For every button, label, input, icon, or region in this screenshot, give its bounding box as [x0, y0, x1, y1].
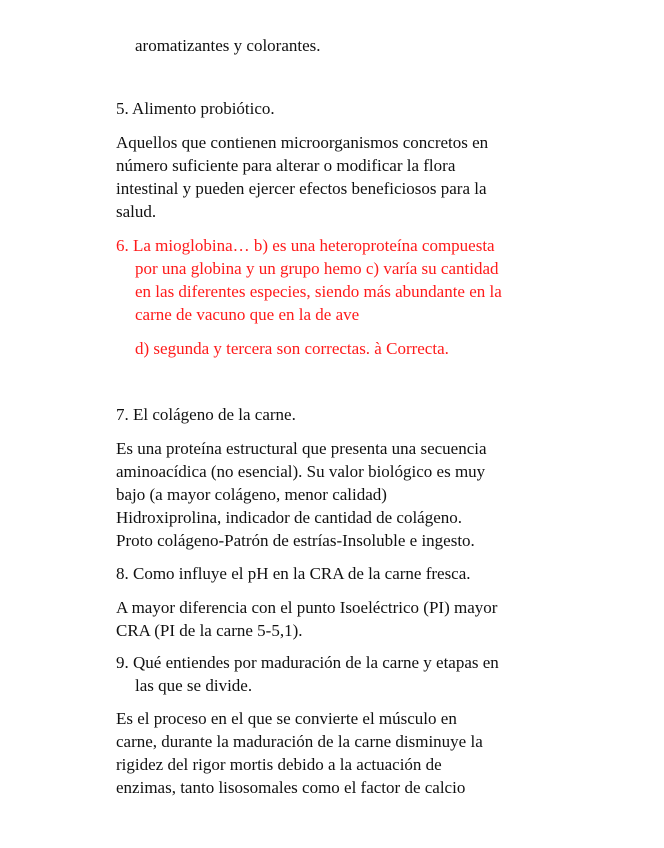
q9-heading-line: las que se divide.	[135, 676, 253, 695]
q9-answer	[116, 707, 578, 799]
q6-line: por una globina y un grupo hemo c) varía su cantidad	[135, 259, 499, 278]
q7-answer-line: bajo (a mayor colágeno, menor calidad)	[116, 485, 387, 504]
q6-answer	[116, 337, 578, 360]
continuation-paragraph	[135, 34, 597, 57]
q7-answer-line: Es una proteína estructural que presenta una secuencia	[116, 439, 487, 458]
q7-answer-line: Hidroxiprolina, indicador de cantidad de colágeno.	[116, 508, 463, 527]
q8-heading-text: 8. Como influye el pH en la CRA de la carne fresca.	[116, 564, 471, 583]
q9-heading-line: 9. Qué entiendes por maduración de la carne y etapas en	[116, 653, 499, 672]
q8-answer-line: CRA (PI de la carne 5-5,1).	[116, 621, 303, 640]
q5-answer-line: número suficiente para alterar o modificar la flora	[116, 156, 456, 175]
q9-answer-line: Es el proceso en el que se convierte el músculo en	[116, 709, 457, 728]
q8-answer	[116, 596, 578, 642]
q6-question	[116, 234, 578, 326]
q8-answer-line: A mayor diferencia con el punto Isoeléctrico (PI) mayor	[116, 598, 498, 617]
q9-answer-line: rigidez del rigor mortis debido a la actuación de	[116, 755, 442, 774]
q7-answer-line: Proto colágeno-Patrón de estrías-Insoluble e ingesto.	[116, 531, 475, 550]
q5-heading-text: 5. Alimento probiótico.	[116, 99, 275, 118]
q5-answer	[116, 131, 578, 223]
q5-heading	[116, 97, 578, 120]
continuation-line: aromatizantes y colorantes.	[135, 36, 321, 55]
q5-answer-line: salud.	[116, 202, 157, 221]
q9-answer-line: enzimas, tanto lisosomales como el factor de calcio	[116, 778, 466, 797]
q7-heading-text: 7. El colágeno de la carne.	[116, 405, 296, 424]
q6-line: en las diferentes especies, siendo más abundante en la	[135, 282, 502, 301]
q6-line: carne de vacuno que en la de ave	[135, 305, 360, 324]
q7-answer	[116, 437, 578, 552]
q6-line: 6. La mioglobina… b) es una heteroproteína compuesta	[116, 236, 495, 255]
q9-answer-line: carne, durante la maduración de la carne disminuye la	[116, 732, 483, 751]
q7-heading	[116, 403, 578, 426]
q7-answer-line: aminoacídica (no esencial). Su valor biológico es muy	[116, 462, 486, 481]
q6-answer-line: d) segunda y tercera son correctas. à Correcta.	[135, 339, 449, 358]
q8-heading	[116, 562, 578, 585]
q5-answer-line: intestinal y pueden ejercer efectos beneficiosos para la	[116, 179, 487, 198]
q5-answer-line: Aquellos que contienen microorganismos concretos en	[116, 133, 489, 152]
q9-heading	[116, 651, 578, 697]
